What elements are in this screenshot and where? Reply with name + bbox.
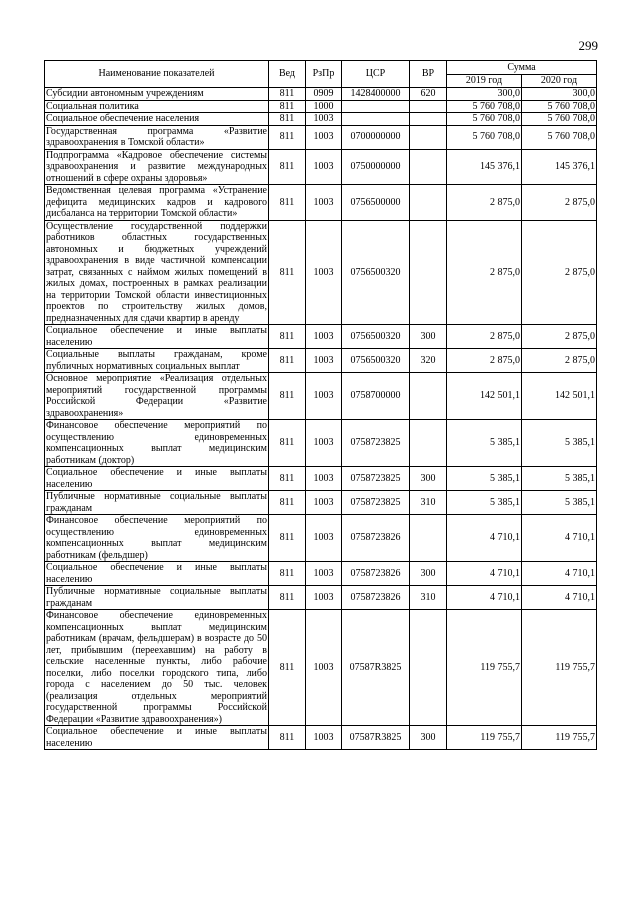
row-ved-cell: 811 [269, 373, 306, 420]
row-vr-cell [410, 100, 447, 113]
row-sum-2019-cell: 5 760 708,0 [447, 113, 522, 126]
header-rzpr: РзПр [306, 61, 342, 88]
row-sum-2020-cell: 5 760 708,0 [522, 113, 597, 126]
row-csr-cell: 0758700000 [342, 373, 410, 420]
row-sum-2020-cell: 119 755,7 [522, 610, 597, 726]
row-ved-cell: 811 [269, 610, 306, 726]
row-rzpr-cell: 1003 [306, 125, 342, 149]
row-sum-2020-cell: 145 376,1 [522, 149, 597, 185]
row-csr-cell: 1428400000 [342, 88, 410, 101]
row-rzpr-cell: 1003 [306, 420, 342, 467]
row-csr-cell: 0758723826 [342, 515, 410, 562]
row-sum-2020-cell: 2 875,0 [522, 220, 597, 325]
row-ved-cell: 811 [269, 325, 306, 349]
row-ved-cell: 811 [269, 185, 306, 221]
row-ved-cell: 811 [269, 149, 306, 185]
table-row [45, 373, 597, 420]
row-name-cell: Социальное обеспечение и иные выплаты населению [46, 325, 267, 348]
header-csr: ЦСР [342, 61, 410, 88]
table-row [45, 113, 597, 126]
row-sum-2020-cell: 119 755,7 [522, 726, 597, 750]
row-vr-cell: 310 [410, 491, 447, 515]
table-row [45, 467, 597, 491]
table-row [45, 515, 597, 562]
row-vr-cell: 300 [410, 325, 447, 349]
row-sum-2020-cell: 2 875,0 [522, 349, 597, 373]
row-vr-cell: 300 [410, 467, 447, 491]
row-name-cell: Социальное обеспечение и иные выплаты населению [46, 467, 267, 490]
row-sum-2019-cell: 2 875,0 [447, 349, 522, 373]
table-row [45, 491, 597, 515]
row-sum-2019-cell: 300,0 [447, 88, 522, 101]
row-ved-cell: 811 [269, 562, 306, 586]
row-rzpr-cell: 1003 [306, 515, 342, 562]
table-row [45, 220, 597, 325]
row-vr-cell [410, 220, 447, 325]
row-sum-2020-cell: 142 501,1 [522, 373, 597, 420]
table-row [45, 726, 597, 750]
row-name-cell: Подпрограмма «Кадровое обеспечение системы здравоохранения и развитие международных отношений в сфере охраны здоровья» [46, 149, 267, 184]
row-name-cell: Финансовое обеспечение мероприятий по осуществлению единовременных компенсационных выплат медицинским работникам (фельдшер) [46, 515, 267, 561]
row-csr-cell: 0758723825 [342, 467, 410, 491]
row-ved-cell: 811 [269, 113, 306, 126]
row-sum-2019-cell: 5 760 708,0 [447, 125, 522, 149]
row-csr-cell [342, 100, 410, 113]
page-number: 299 [578, 38, 598, 53]
row-ved-cell: 811 [269, 100, 306, 113]
row-name-cell: Публичные нормативные социальные выплаты гражданам [46, 586, 267, 609]
row-sum-2019-cell: 5 385,1 [447, 467, 522, 491]
table-row [45, 349, 597, 373]
table-row [45, 420, 597, 467]
budget-table [44, 60, 597, 750]
row-name-cell: Социальное обеспечение и иные выплаты населению [46, 726, 267, 749]
table-row [45, 100, 597, 113]
row-csr-cell: 0756500320 [342, 325, 410, 349]
row-vr-cell [410, 610, 447, 726]
row-vr-cell: 320 [410, 349, 447, 373]
row-sum-2019-cell: 4 710,1 [447, 515, 522, 562]
row-sum-2019-cell: 119 755,7 [447, 726, 522, 750]
table-row [45, 125, 597, 149]
row-csr-cell: 0756500000 [342, 185, 410, 221]
row-rzpr-cell: 1003 [306, 149, 342, 185]
row-csr-cell: 0756500320 [342, 349, 410, 373]
row-rzpr-cell: 1003 [306, 467, 342, 491]
row-name-cell: Финансовое обеспечение мероприятий по осуществлению единовременных компенсационных выплат медицинским работникам (доктор) [46, 420, 267, 466]
row-ved-cell: 811 [269, 726, 306, 750]
row-vr-cell [410, 125, 447, 149]
row-ved-cell: 811 [269, 586, 306, 610]
row-sum-2020-cell: 4 710,1 [522, 586, 597, 610]
row-csr-cell: 07587R3825 [342, 610, 410, 726]
row-sum-2020-cell: 4 710,1 [522, 515, 597, 562]
row-name-cell: Государственная программа «Развитие здравоохранения в Томской области» [46, 125, 267, 148]
row-sum-2020-cell: 5 760 708,0 [522, 125, 597, 149]
row-rzpr-cell: 1003 [306, 185, 342, 221]
row-ved-cell: 811 [269, 349, 306, 373]
row-sum-2020-cell: 4 710,1 [522, 562, 597, 586]
row-rzpr-cell: 1000 [306, 100, 342, 113]
row-sum-2020-cell: 5 760 708,0 [522, 100, 597, 113]
table-row [45, 610, 597, 726]
row-sum-2020-cell: 2 875,0 [522, 185, 597, 221]
row-csr-cell: 0750000000 [342, 149, 410, 185]
row-ved-cell: 811 [269, 88, 306, 101]
row-rzpr-cell: 1003 [306, 325, 342, 349]
row-name-cell: Субсидии автономным учреждениям [45, 88, 269, 101]
table-body [45, 88, 597, 750]
row-sum-2019-cell: 4 710,1 [447, 562, 522, 586]
row-csr-cell: 0700000000 [342, 125, 410, 149]
header-year-2020: 2020 год [522, 75, 597, 88]
row-vr-cell: 300 [410, 562, 447, 586]
row-rzpr-cell: 1003 [306, 726, 342, 750]
row-ved-cell: 811 [269, 220, 306, 325]
row-sum-2019-cell: 2 875,0 [447, 325, 522, 349]
row-csr-cell: 0756500320 [342, 220, 410, 325]
row-vr-cell: 310 [410, 586, 447, 610]
row-sum-2020-cell: 2 875,0 [522, 325, 597, 349]
row-vr-cell [410, 185, 447, 221]
row-csr-cell: 0758723826 [342, 586, 410, 610]
row-name-cell: Социальное обеспечение и иные выплаты населению [46, 562, 267, 585]
row-sum-2019-cell: 142 501,1 [447, 373, 522, 420]
row-name-cell: Социальные выплаты гражданам, кроме публичных нормативных социальных выплат [46, 349, 267, 372]
row-name-cell: Финансовое обеспечение единовременных компенсационных выплат медицинским работникам (врачам, фельдшерам) в возрасте до 50 лет, прибывшим (переехавшим) на работу в сельские населенные пункты, либо рабочие поселки, либо поселки городского типа, либо города с населением до 50 тыс. человек (реализация отдельных мероприятий государственной программы Российской Федерации «Развитие здравоохранения») [46, 610, 267, 725]
row-name-cell: Публичные нормативные социальные выплаты гражданам [46, 491, 267, 514]
row-rzpr-cell: 1003 [306, 220, 342, 325]
row-ved-cell: 811 [269, 125, 306, 149]
row-vr-cell [410, 149, 447, 185]
row-rzpr-cell: 1003 [306, 349, 342, 373]
row-name-cell: Социальная политика [45, 100, 269, 113]
header-ved: Вед [269, 61, 306, 88]
row-vr-cell [410, 113, 447, 126]
row-sum-2019-cell: 145 376,1 [447, 149, 522, 185]
row-csr-cell: 0758723825 [342, 420, 410, 467]
table-row [45, 185, 597, 221]
header-name: Наименование показателей [45, 61, 269, 88]
header-year-2019: 2019 год [447, 75, 522, 88]
row-rzpr-cell: 1003 [306, 113, 342, 126]
row-sum-2020-cell: 5 385,1 [522, 420, 597, 467]
row-rzpr-cell: 1003 [306, 491, 342, 515]
row-vr-cell: 620 [410, 88, 447, 101]
row-sum-2019-cell: 5 385,1 [447, 491, 522, 515]
row-sum-2019-cell: 2 875,0 [447, 185, 522, 221]
row-sum-2019-cell: 5 385,1 [447, 420, 522, 467]
row-sum-2019-cell: 4 710,1 [447, 586, 522, 610]
row-vr-cell [410, 420, 447, 467]
row-name-cell: Социальное обеспечение населения [45, 113, 269, 126]
row-csr-cell: 0758723825 [342, 491, 410, 515]
row-rzpr-cell: 1003 [306, 562, 342, 586]
row-rzpr-cell: 1003 [306, 610, 342, 726]
row-rzpr-cell: 0909 [306, 88, 342, 101]
table-row [45, 88, 597, 101]
table-row [45, 149, 597, 185]
row-ved-cell: 811 [269, 467, 306, 491]
row-name-cell: Ведомственная целевая программа «Устранение дефицита медицинских кадров и кадрового дисбаланса на территории Томской области» [46, 185, 267, 219]
header-vr: ВР [410, 61, 447, 88]
header-sum: Сумма [447, 61, 597, 75]
row-csr-cell: 07587R3825 [342, 726, 410, 750]
row-name-cell: Осуществление государственной поддержки работников областных государственных автономных и бюджетных учреждений здравоохранения в виде частичной компенсации затрат, связанных с наймом жилых помещений в жилых домах, построенных в рамках реализации на территории Томской области инвестиционных проектов по строительству жилых домов, предназначенных для сдачи квартир в аренду [46, 220, 267, 324]
row-sum-2019-cell: 5 760 708,0 [447, 100, 522, 113]
row-csr-cell: 0758723826 [342, 562, 410, 586]
row-vr-cell: 300 [410, 726, 447, 750]
row-vr-cell [410, 373, 447, 420]
row-sum-2019-cell: 119 755,7 [447, 610, 522, 726]
row-vr-cell [410, 515, 447, 562]
table-row [45, 325, 597, 349]
row-ved-cell: 811 [269, 515, 306, 562]
row-ved-cell: 811 [269, 491, 306, 515]
row-sum-2020-cell: 300,0 [522, 88, 597, 101]
table-row [45, 562, 597, 586]
row-sum-2020-cell: 5 385,1 [522, 467, 597, 491]
row-sum-2019-cell: 2 875,0 [447, 220, 522, 325]
row-sum-2020-cell: 5 385,1 [522, 491, 597, 515]
row-csr-cell [342, 113, 410, 126]
table-row [45, 586, 597, 610]
row-rzpr-cell: 1003 [306, 586, 342, 610]
row-name-cell: Основное мероприятие «Реализация отдельных мероприятий государственной программы Российской Федерации «Развитие здравоохранения» [46, 373, 267, 419]
row-rzpr-cell: 1003 [306, 373, 342, 420]
row-ved-cell: 811 [269, 420, 306, 467]
